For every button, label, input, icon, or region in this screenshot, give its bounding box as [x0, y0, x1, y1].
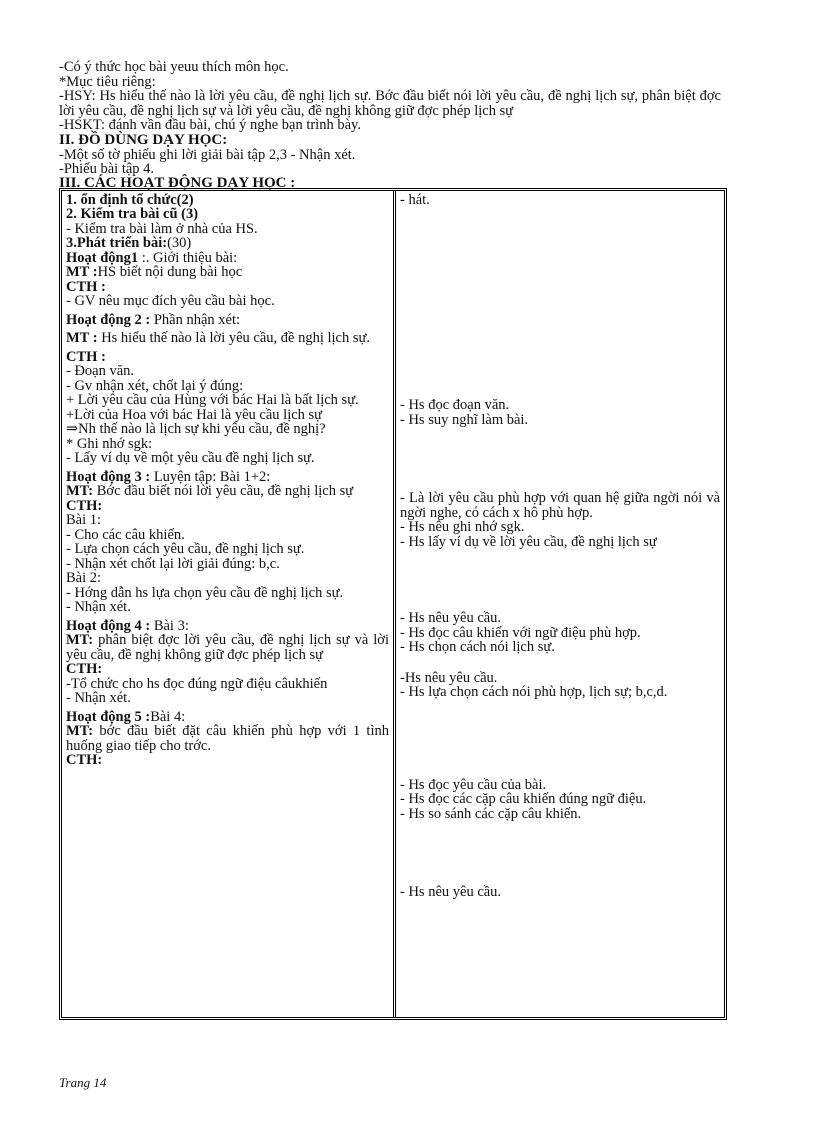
- activity-2-line-2: - Gv nhận xét, chốt lại ý đúng:: [66, 377, 244, 394]
- page-content: [59, 60, 721, 1020]
- activity-2-subtitle: Phần nhận xét:: [150, 311, 241, 328]
- section-2-line-1: -Một số tờ phiếu ghi lời giải bài tập 2,3 - Nhận xét.: [59, 146, 356, 163]
- activity-3-mt-label: MT:: [66, 483, 94, 499]
- student-response-12: - Hs đọc yêu cầu của bài.: [400, 776, 547, 793]
- lesson-table: [59, 188, 727, 1020]
- activity-3-line-1: - Cho các câu khiến.: [66, 526, 185, 543]
- step-2-text: - Kiểm tra bài làm ở nhà của HS.: [66, 220, 258, 237]
- intro-line-4: -HSKT: đánh vần đầu bài, chú ý nghe bạn trình bày.: [59, 117, 361, 133]
- exercise-1-label: Bài 1:: [66, 512, 102, 528]
- activity-1-subtitle: :. Giới thiệu bài:: [138, 249, 238, 266]
- section-3-heading: III. CÁC HOẠT ĐỘNG DẠY HỌC :: [59, 174, 296, 191]
- student-response-9: - Hs chọn cách nói lịch sự.: [400, 639, 555, 655]
- student-response-4: - Là lời yêu cầu phù hợp với quan hệ giữa ngời nói và ngời nghe, có cách x hô phù hợp.: [400, 490, 720, 521]
- exercise-2-label: Bài 2:: [66, 570, 102, 586]
- activity-2-mt-text: Hs hiểu thế nào là lời yêu cầu, đề nghị lịch sự.: [97, 330, 370, 346]
- activity-4-title: Hoạt động 4 :: [66, 617, 151, 634]
- activity-5-cth: CTH:: [66, 752, 103, 768]
- activity-3-line-3: - Nhận xét chốt lại lời giải đúng: b,c.: [66, 555, 280, 572]
- intro-line-1: -Có ý thức học bài yeuu thích môn học.: [59, 59, 289, 75]
- student-response-14: - Hs so sánh các cặp câu khiến.: [400, 805, 582, 822]
- student-response-2: - Hs đọc đoạn văn.: [400, 397, 510, 413]
- student-response-3: - Hs suy nghĩ làm bài.: [400, 411, 529, 428]
- student-response-10: -Hs nêu yêu cầu.: [400, 669, 498, 686]
- activity-4-mt-label: MT:: [66, 632, 94, 648]
- activity-4-subtitle: Bài 3:: [150, 617, 189, 634]
- activity-2-line-6: * Ghi nhớ sgk:: [66, 435, 153, 452]
- activity-1-text: - GV nêu mục đích yêu cầu bài học.: [66, 293, 275, 309]
- student-column: [396, 191, 724, 1017]
- activity-1-title: Hoạt động1: [66, 249, 139, 266]
- student-response-6: - Hs lấy ví dụ về lời yêu cầu, đề nghị lịch sự: [400, 533, 657, 550]
- activity-5-subtitle: Bài 4:: [150, 708, 186, 725]
- section-2-heading: II. ĐỒ DÙNG DẠY HỌC:: [59, 131, 228, 148]
- activity-2-title: Hoạt động 2 :: [66, 311, 151, 328]
- intro-line-3: -HSY: Hs hiểu thế nào là lời yêu cầu, đề nghị lịch sự. Bớc đầu biết nói lời yêu cầu, đề nghị lịch sự, phân biệt đợc lời yêu cầu, đề nghị lịch sự và lời yêu cầu, đề nghị không giữ đợc phép lịch sự: [59, 88, 721, 119]
- activity-1-mt-label: MT :: [66, 264, 98, 280]
- activity-3-title: Hoạt động 3 :: [66, 468, 151, 485]
- activity-5-title: Hoạt động 5 :: [66, 708, 151, 725]
- activity-2-line-5: ⇒Nh thế nào là lịch sự khi yêu cầu, đề nghị?: [66, 421, 326, 437]
- activity-4-line-1: -Tổ chức cho hs đọc đúng ngữ điệu câukhiến: [66, 675, 328, 692]
- section-2-line-2: -Phiếu bài tập 4.: [59, 161, 155, 177]
- activity-4-mt-text: phân biệt đợc lời yêu cầu, đề nghị lịch sự và lời yêu cầu, đề nghị không giữ đợc phép lịch sự: [66, 632, 389, 663]
- student-response-15: - Hs nêu yêu cầu.: [400, 884, 502, 900]
- page-number: Trang 14: [59, 1075, 107, 1090]
- activity-2-line-4: +Lời của Hoa với bác Hai là yêu cầu lịch sự: [66, 406, 323, 423]
- student-response-8: - Hs đọc câu khiến với ngữ điệu phù hợp.: [400, 624, 641, 641]
- activity-3-mt-text: Bớc đầu biết nói lời yêu cầu, đề nghị lịch sự: [93, 483, 354, 499]
- step-2-title: 2. Kiểm tra bài cũ (3): [66, 206, 199, 222]
- teacher-column: [62, 191, 396, 1017]
- student-response-11: - Hs lựa chọn cách nói phù hợp, lịch sự; b,c,d.: [400, 684, 668, 700]
- activity-2-line-7: - Lấy ví dụ về một yêu cầu đề nghị lịch sự.: [66, 450, 315, 466]
- activity-4-cth: CTH:: [66, 661, 103, 677]
- student-response-7: - Hs nêu yêu cầu.: [400, 610, 502, 626]
- step-3-time: (30): [167, 235, 192, 251]
- activity-5-mt-label: MT:: [66, 723, 94, 739]
- activity-3-line-2: - Lựa chọn cách yêu cầu, đề nghị lịch sự.: [66, 541, 305, 557]
- activity-2-line-1: - Đoạn văn.: [66, 363, 135, 379]
- activity-1-cth: CTH :: [66, 278, 106, 295]
- student-step-1: - hát.: [400, 191, 430, 208]
- step-3-title: 3.Phát triển bài:: [66, 235, 168, 251]
- activity-3-line-4: - Hớng dẫn hs lựa chọn yêu cầu đề nghị lịch sự.: [66, 584, 344, 601]
- activity-2-line-3: + Lời yêu cầu của Hùng với bác Hai là bất lịch sự.: [66, 392, 359, 408]
- activity-3-subtitle: Luyện tập: Bài 1+2:: [150, 468, 271, 485]
- student-response-13: - Hs đọc các cặp câu khiến đúng ngữ điệu.: [400, 791, 647, 807]
- activity-2-cth: CTH :: [66, 348, 106, 365]
- activity-1-mt-text: HS biết nội dung bài học: [97, 264, 243, 280]
- activity-2-mt-label: MT :: [66, 330, 98, 346]
- activity-4-line-2: - Nhận xét.: [66, 690, 131, 706]
- activity-3-cth: CTH:: [66, 497, 103, 514]
- student-response-5: - Hs nêu ghi nhớ sgk.: [400, 519, 525, 535]
- activity-5-mt-text: bớc đầu biết đặt câu khiến phù hợp với 1 tình huống giao tiếp cho trớc.: [66, 723, 389, 754]
- activity-3-line-5: - Nhận xét.: [66, 599, 131, 615]
- intro-line-2: *Mục tiêu riêng:: [59, 73, 156, 90]
- step-1-title: 1. ổn định tổ chức(2): [66, 191, 194, 208]
